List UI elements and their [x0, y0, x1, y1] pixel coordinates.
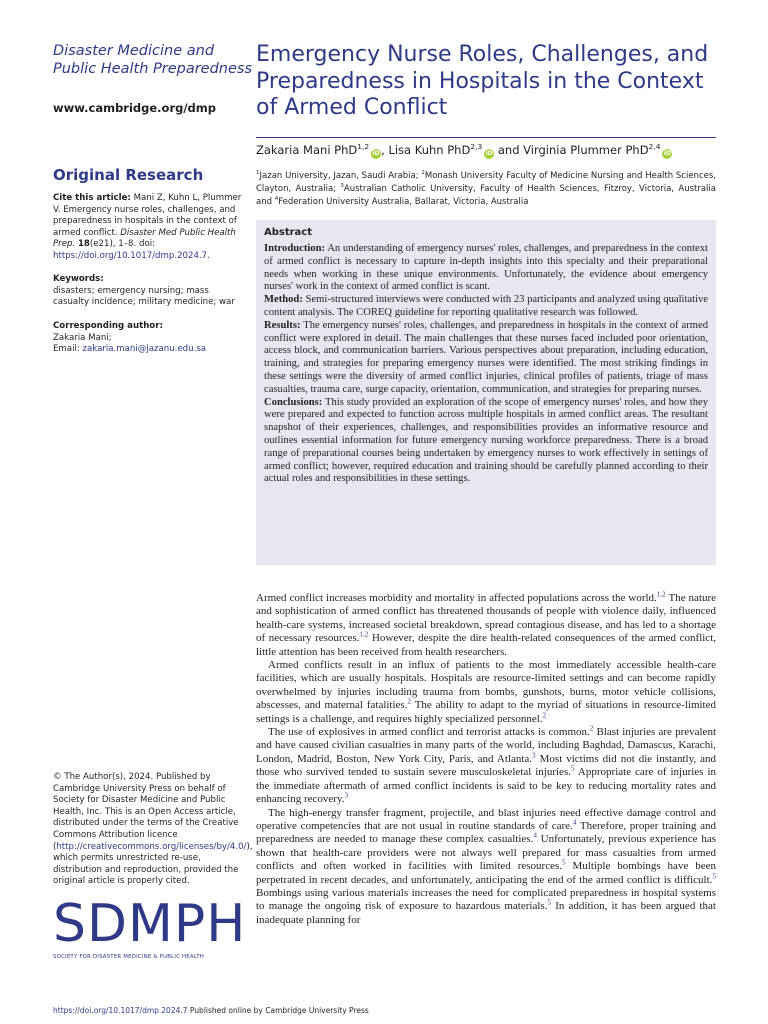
journal-website[interactable]: www.cambridge.org/dmp	[53, 101, 216, 115]
abstract-heading: Abstract	[264, 227, 313, 238]
article-title: Emergency Nurse Roles, Challenges, and Preparedness in Hospitals in the Context of Armed Conflict	[256, 42, 709, 120]
license-text-after: ), which permits unrestricted re-use, distribution and reproduction, provided the original article is properly cited.	[53, 841, 253, 887]
keywords-block	[53, 274, 243, 309]
title-divider	[256, 137, 716, 138]
footer	[53, 1006, 369, 1015]
citation-ref[interactable]: 2	[589, 724, 594, 733]
cite-doi-link[interactable]: https://doi.org/10.1017/dmp.2024.7	[53, 250, 208, 261]
author-list: Zakaria Mani PhD$^{1,2}$iD, Lisa Kuhn PhD$^{2,3}$iD and Virginia Plummer PhD$^{2,4}$iD	[256, 142, 671, 157]
cite-volume: 18	[77, 239, 90, 250]
citation-ref[interactable]: 5	[562, 858, 566, 867]
abstract-introduction: Introduction: An understanding of emergency nurses' roles, challenges, and preparedness in the context of armed conflict is necessary to capture in-depth insights into this specialty and their preparational needs when working in these unique environments. Unfortunately, the evidence about emergency nurses' work in the context of armed conflict is scant.	[264, 243, 708, 293]
logo-mark: SDMPH	[53, 894, 247, 954]
body-paragraph: Armed conflicts result in an influx of patients to the most immediately accessible health-care facilities, which are usually hospitals. Hospitals are resource-limited settings and can become rapidly overwhelmed by injuries including trauma from bombs, gunshots, burns, motor vehicle collisions, abscesses, and maternal fatalities.$^2$ The ability to adapt to the myriad of situations in resource-limited settings is a challenge, and requires highly specialized personnel.$^2$	[256, 659, 716, 725]
corresponding-email-link[interactable]: zakaria.mani@jazanu.edu.sa	[82, 344, 207, 355]
abstract-results: Results: The emergency nurses' roles, challenges, and preparedness in hospitals in the context of armed conflict were explored in detail. The main challenges that these nurses faced included poor orientation, access block, and communication barriers. Various perspectives about preparation, including education, training, and strategies for preparing emergency nurses were identified. The most striking findings in these settings were the diversity of armed conflict injuries, clinical profiles of patients, triage of mass casualties, trauma care, surge capacity, orientation, communication, and strategies for preparing nurses.	[264, 319, 708, 395]
cite-label: Cite this article:	[53, 193, 131, 203]
body-text	[256, 592, 716, 927]
citation-ref[interactable]: 5	[570, 764, 575, 773]
abstract-box	[256, 220, 716, 565]
body-paragraph: Armed conflict increases morbidity and mortality in affected populations across the world.$^{1,2}$ The nature and sophistication of armed conflict has threatened thousands of people with violence daily, influenced health-care systems, increased societal breakdown, spread contagious disease, and has led to a shortage of necessary resources.$^{1,2}$ However, despite the dire health-related consequences of the armed conflict, little attention has been received from health researchers.	[256, 590, 716, 658]
journal-name: Disaster Medicine and Public Health Preparedness	[53, 43, 253, 77]
article-type: Original Research	[53, 166, 204, 184]
citation-ref[interactable]: 3	[532, 751, 536, 760]
cite-text: Mani Z, Kuhn L, Plummer V. Emergency nurse roles, challenges, and preparedness in hospitals in the context of armed conflict.	[53, 193, 242, 238]
body-paragraph: The use of explosives in armed conflict and terrorist attacks is common.$^2$ Blast injuries are prevalent and have caused civilian casualties in many parts of the world, including Baghdad, Damascus, Karachi, London, Madrid, Boston, New York City, Paris, and Atlanta.$^3$ Most victims did not die instantly, and those who survived tended to sustain severe musculoskeletal injuries.$^5$ Appropriate care of injuries in the immediate aftermath of armed conflict incidents is said to be key to reducing mortality rates and enhancing recovery.$^3$	[256, 724, 717, 806]
author: Virginia Plummer PhD$^{2,4}$iD	[523, 142, 671, 157]
citation-block	[53, 193, 243, 263]
citation-ref[interactable]: 4	[572, 818, 577, 827]
citation-ref[interactable]: 5	[547, 898, 552, 907]
citation-ref[interactable]: 4	[533, 831, 537, 840]
citation-ref[interactable]: 5	[712, 871, 716, 880]
orcid-icon[interactable]: iD	[663, 150, 671, 157]
cite-rest: (e21), 1–8. doi:	[89, 239, 155, 250]
license-block	[53, 772, 253, 888]
orcid-icon[interactable]: iD	[372, 150, 380, 157]
body-paragraph: The high-energy transfer fragment, projectile, and blast injuries need effective damage control and operative competencies that are not usual in routine standards of care.$^4$ Therefore, proper training and preparedness are needed to manage these complex casualties.$^4$ Unfortunately, previous experience has shown that health-care providers were not always well prepared for mass casualties from armed conflicts and often worked in facilities with limited resources.$^5$ Multiple bombings have been perpetrated in recent decades, and unfortunately, anticipating the end of the armed conflict is difficult.$^5$ Bombings using various materials increases the need for complicated preparedness in hospital systems to manage the ongoing risk of exposure to hazardous materials.$^5$ In addition, it has been argued that inadequate planning for	[256, 806, 716, 926]
logo-subtitle: SOCIETY FOR DISASTER MEDICINE & PUBLIC HEALTH	[53, 954, 204, 960]
orcid-icon[interactable]: iD	[485, 150, 493, 157]
footer-doi-link[interactable]: https://doi.org/10.1017/dmp.2024.7	[53, 1006, 188, 1015]
license-link[interactable]: http://creativecommons.org/licenses/by/4.0/	[56, 841, 247, 852]
keywords-text: disasters; emergency nursing; mass casualty incidence; military medicine; war	[53, 285, 235, 308]
citation-ref[interactable]: 1,2	[359, 630, 369, 639]
footer-text: Published online by Cambridge University Press	[187, 1006, 369, 1015]
citation-ref[interactable]: 2	[407, 697, 412, 706]
abstract-conclusions: Conclusions: This study provided an exploration of the scope of emergency nurses' roles, and how they were prepared and expected to function across multiple hospitals in armed conflict areas. The resultant snapshot of their experiences, challenges, and responsibilities provides an informative resource and outlines essential information for future emergency nursing workforce preparedness. There is a broad range of preparational courses being undertaken by emergency nurses to work effectively in settings of armed conflict; however, required education and training should be carefully planned according to their actual roles and responsibilities in these settings.	[264, 396, 708, 485]
affiliations: $^1$Jazan University, Jazan, Saudi Arabia; $^2$Monash University Faculty of Medicine Nursing and Health Sciences, Clayton, Australia; $^3$Australian Catholic University, Faculty of Health Sciences, Fitzroy, Victoria, Australia and $^4$Federation University Australia, Ballarat, Victoria, Australia	[256, 170, 716, 207]
corresponding-label: Corresponding author:	[53, 321, 163, 331]
corresponding-name: Zakaria Mani;	[53, 332, 112, 343]
license-text-before: © The Author(s), 2024. Published by Cambridge University Press on behalf of Society for Disaster Medicine and Public Health, Inc. This is an Open Access article, distributed under the terms of the Creative Commons Attribution licence (	[53, 772, 239, 852]
citation-ref[interactable]: 1,2	[656, 590, 666, 599]
keywords-label: Keywords:	[53, 274, 104, 284]
author: Lisa Kuhn PhD$^{2,3}$iD	[388, 142, 493, 157]
email-label: Email:	[53, 344, 80, 355]
cite-end: .	[207, 250, 210, 261]
corresponding-author-block	[53, 321, 243, 356]
citation-ref[interactable]: 2	[542, 711, 547, 719]
cite-journal: Disaster Med Public Health Prep.	[53, 227, 236, 250]
society-logo	[53, 894, 247, 960]
abstract-method: Method: Semi-structured interviews were conducted with 23 participants and analyzed using qualitative content analysis. The COREQ guideline for reporting qualitative research was followed.	[264, 294, 708, 318]
citation-ref[interactable]: 3	[344, 791, 349, 800]
author: Zakaria Mani PhD$^{1,2}$iD	[256, 142, 380, 157]
